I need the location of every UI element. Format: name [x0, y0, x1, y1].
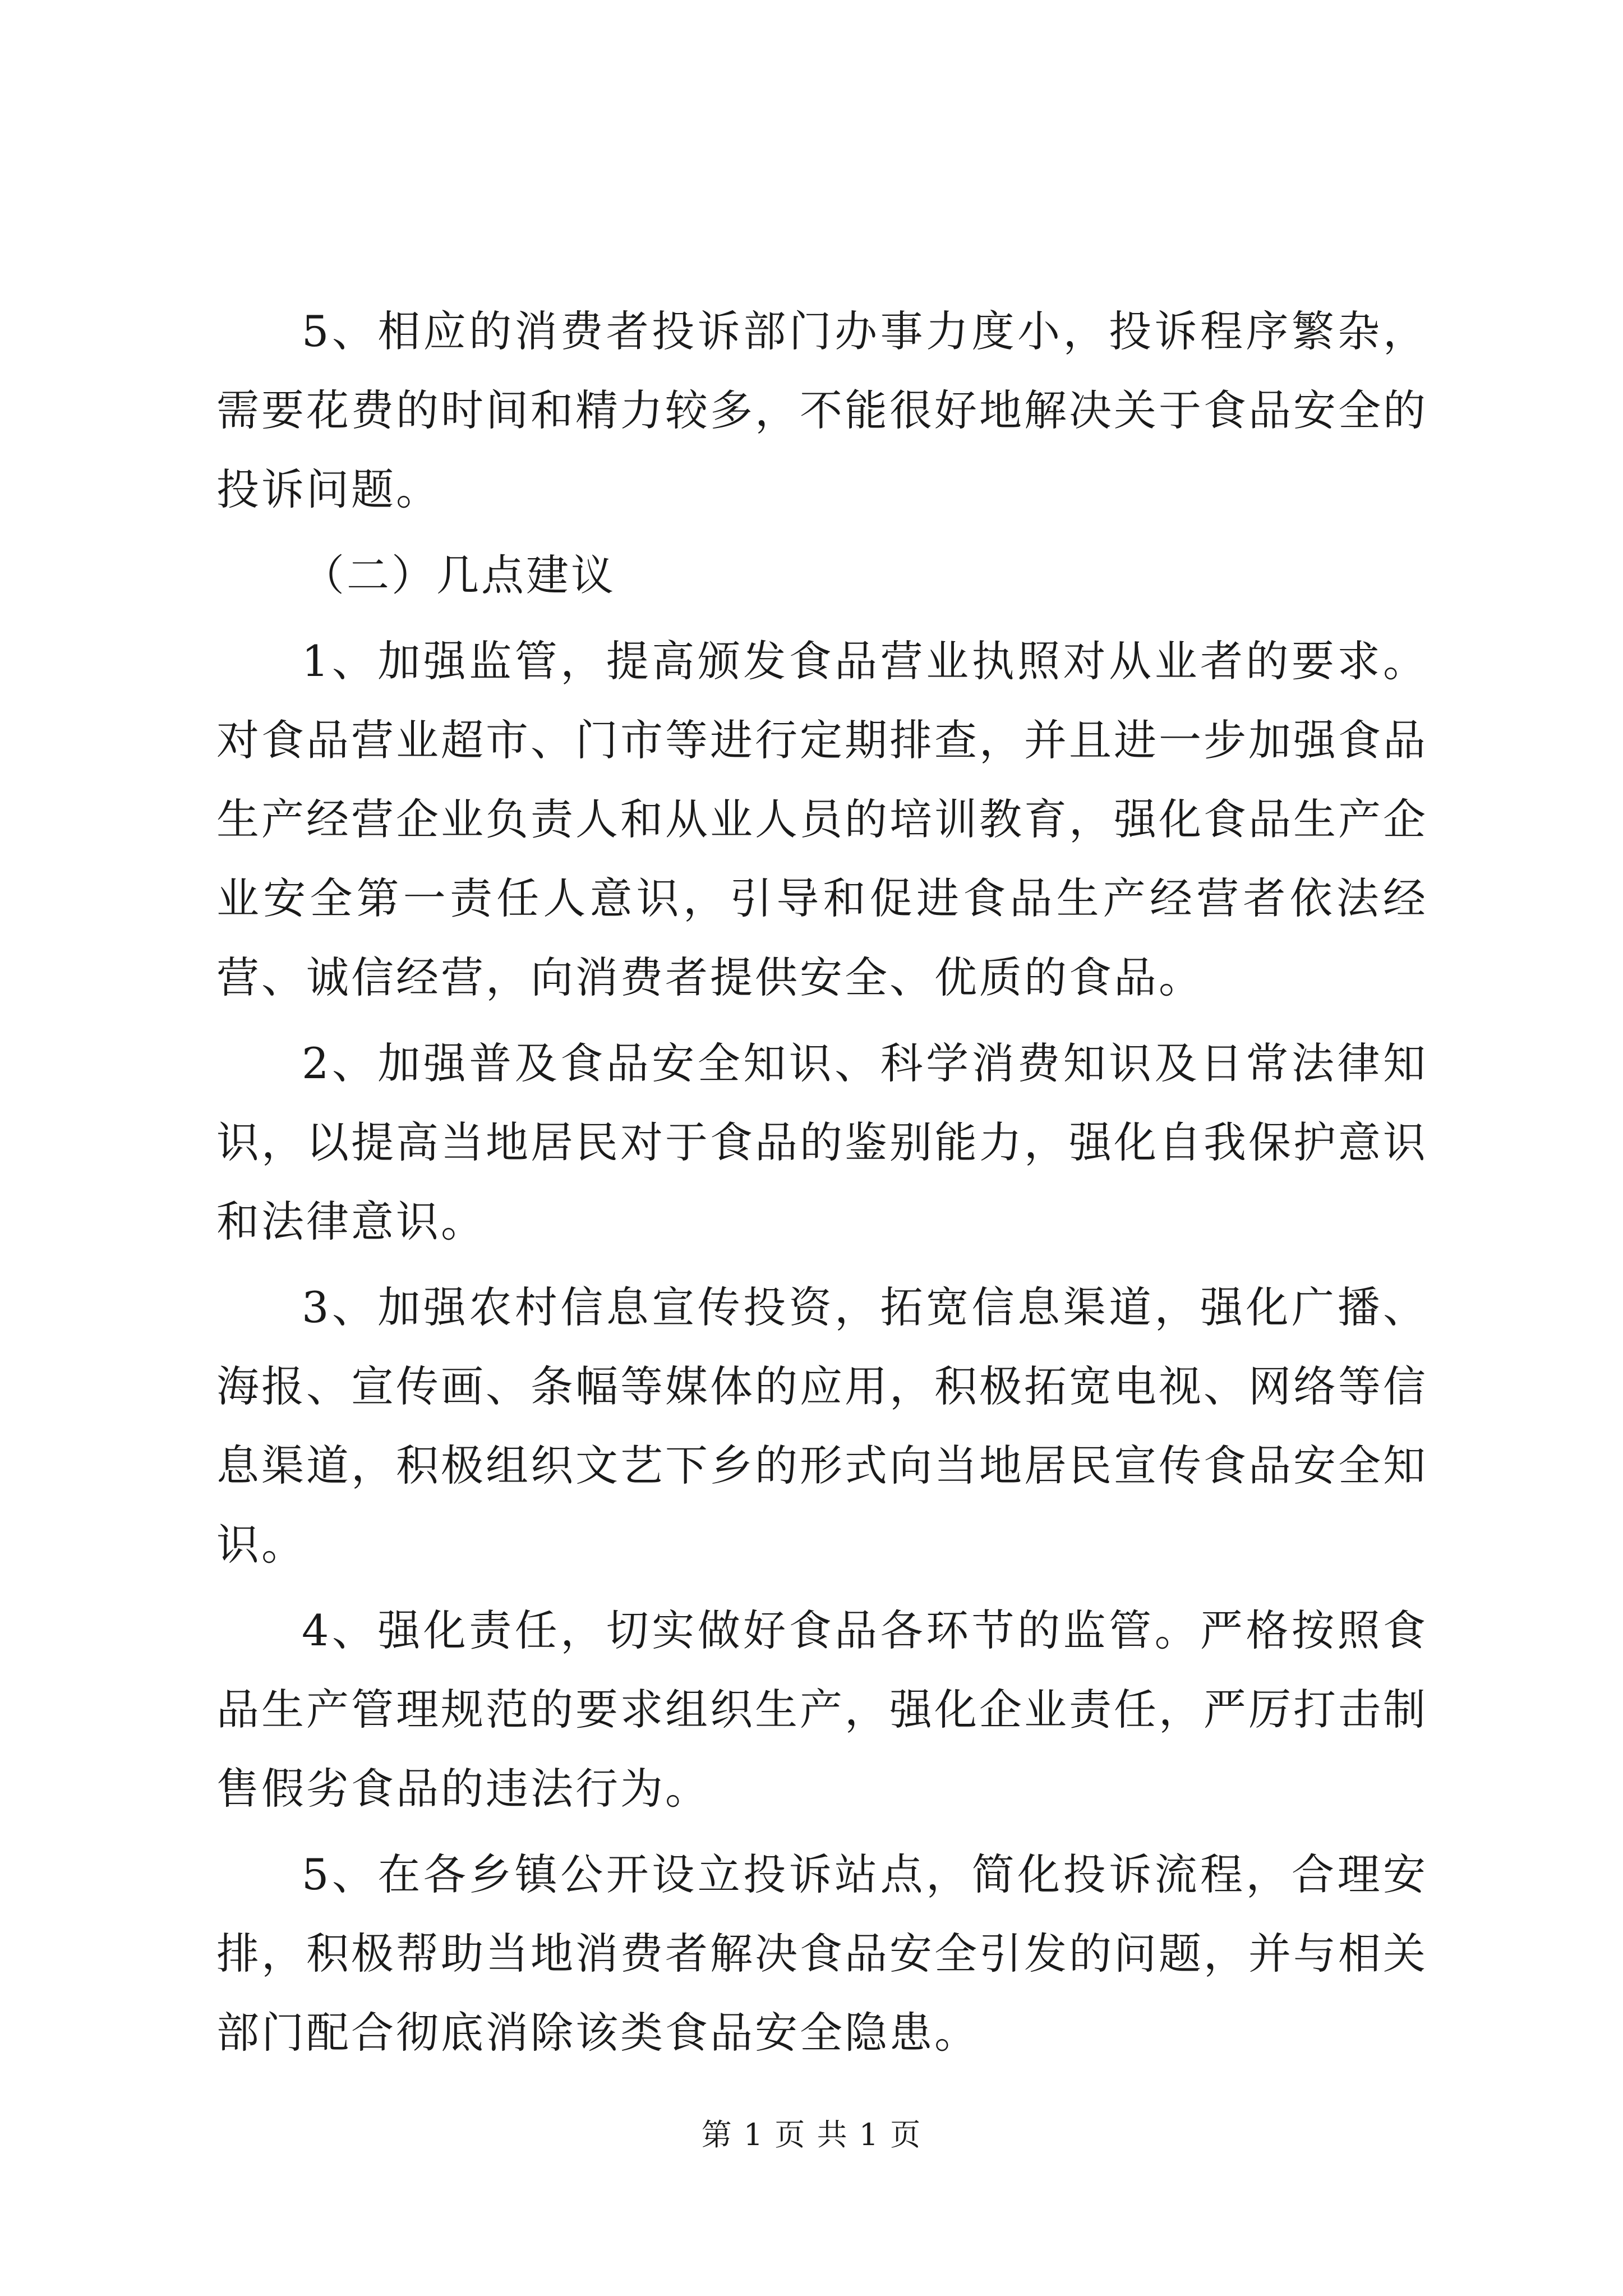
page-footer: 第 1 页 共 1 页	[701, 2117, 922, 2152]
paragraph-suggestion-2: 2、加强普及食品安全知识、科学消费知识及日常法律知识，以提高当地居民对于食品的鉴别能力，强化自我保护意识和法律意识。	[216, 1038, 1428, 1246]
paragraph-suggestion-1: 1、加强监管，提高颁发食品营业执照对从业者的要求。对食品营业超市、门市等进行定期排查，并且进一步加强食品生产经营企业负责人和从业人员的培训教育，强化食品生产企业安全第一责任人意识，引导和促进食品生产经营者依法经营、诚信经营，向消费者提供安全、优质的食品。	[216, 636, 1428, 1002]
paragraph-suggestion-4: 4、强化责任，切实做好食品各环节的监管。严格按照食品生产管理规范的要求组织生产，强化企业责任，严厉打击制售假劣食品的违法行为。	[216, 1605, 1428, 1814]
document-body	[216, 292, 1428, 2072]
section-heading-suggestions: （二）几点建议	[302, 550, 616, 600]
paragraph-complaint-issue: 5、相应的消费者投诉部门办事力度小，投诉程序繁杂，需要花费的时间和精力较多，不能很好地解决关于食品安全的投诉问题。	[216, 306, 1428, 514]
paragraph-suggestion-5: 5、在各乡镇公开设立投诉站点，简化投诉流程，合理安排，积极帮助当地消费者解决食品安全引发的问题，并与相关部门配合彻底消除该类食品安全隐患。	[216, 1849, 1428, 2058]
paragraph-suggestion-3: 3、加强农村信息宣传投资，拓宽信息渠道，强化广播、海报、宣传画、条幅等媒体的应用，积极拓宽电视、网络等信息渠道，积极组织文艺下乡的形式向当地居民宣传食品安全知识。	[216, 1282, 1428, 1570]
